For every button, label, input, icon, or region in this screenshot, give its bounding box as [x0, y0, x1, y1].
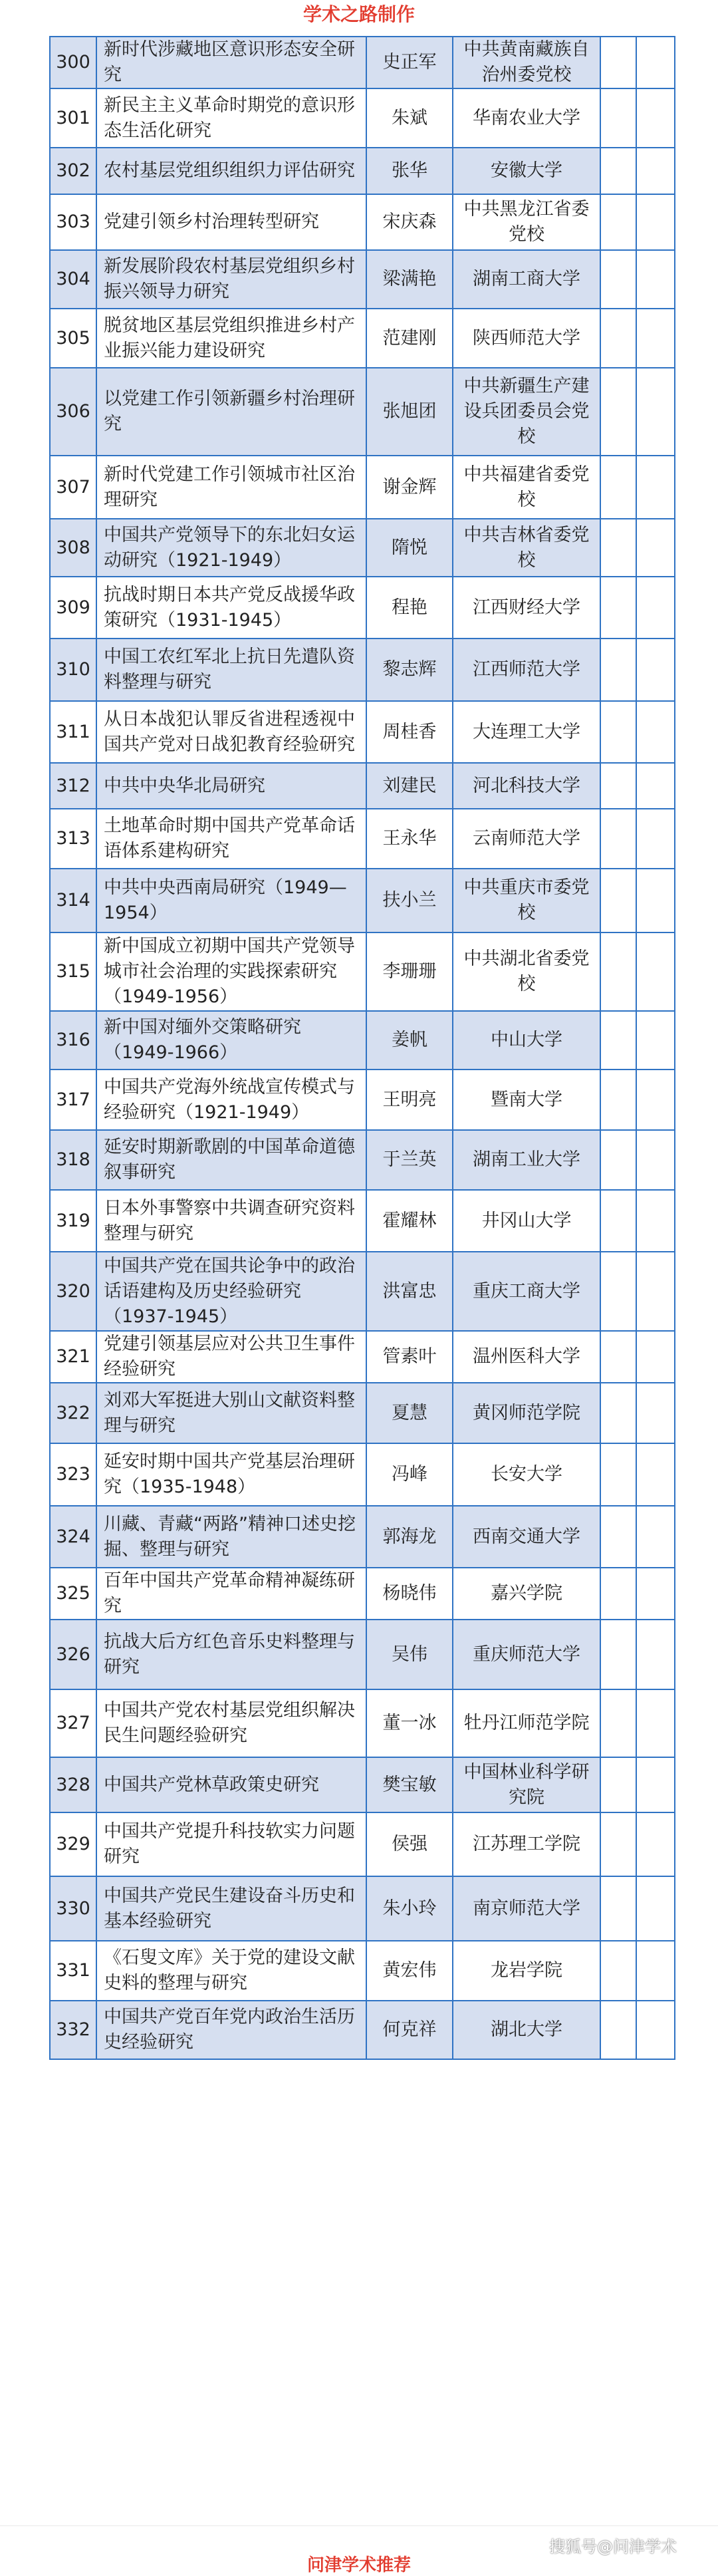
project-number: 327 [50, 1689, 96, 1757]
principal-investigator: 王明亮 [366, 1070, 453, 1130]
empty-cell [600, 1383, 636, 1443]
principal-investigator: 刘建民 [366, 763, 453, 809]
project-title: 中国共产党海外统战宣传模式与经验研究（1921-1949） [96, 1070, 366, 1130]
institution: 中共新疆生产建设兵团委员会党校 [453, 368, 600, 456]
empty-cell [600, 577, 636, 639]
empty-cell [600, 2001, 636, 2059]
project-number: 330 [50, 1876, 96, 1941]
project-number: 305 [50, 309, 96, 368]
empty-cell [636, 1331, 675, 1383]
table-row [50, 250, 675, 309]
project-title: 新发展阶段农村基层党组织乡村振兴领导力研究 [96, 250, 366, 309]
table-row [50, 2001, 675, 2059]
project-number: 323 [50, 1443, 96, 1506]
project-title: 中共中央华北局研究 [96, 763, 366, 809]
institution: 嘉兴学院 [453, 1568, 600, 1620]
empty-cell [600, 1070, 636, 1130]
institution: 湖南工商大学 [453, 250, 600, 309]
principal-investigator: 王永华 [366, 809, 453, 869]
table-row [50, 1757, 675, 1812]
project-number: 313 [50, 809, 96, 869]
table-row [50, 1506, 675, 1568]
principal-investigator: 李珊珊 [366, 932, 453, 1011]
table-row [50, 37, 675, 88]
table-row [50, 1383, 675, 1443]
empty-cell [636, 1620, 675, 1689]
project-title: 延安时期中国共产党基层治理研究（1935-1948） [96, 1443, 366, 1506]
empty-cell [600, 1252, 636, 1331]
principal-investigator: 郭海龙 [366, 1506, 453, 1568]
empty-cell [600, 1130, 636, 1190]
project-number: 326 [50, 1620, 96, 1689]
institution: 暨南大学 [453, 1070, 600, 1130]
empty-cell [600, 1568, 636, 1620]
empty-cell [600, 1331, 636, 1383]
institution: 中共吉林省委党校 [453, 519, 600, 577]
project-title: 刘邓大军挺进大别山文献资料整理与研究 [96, 1383, 366, 1443]
institution: 陕西师范大学 [453, 309, 600, 368]
principal-investigator: 樊宝敏 [366, 1757, 453, 1812]
footer-divider [0, 2525, 718, 2526]
principal-investigator: 董一冰 [366, 1689, 453, 1757]
empty-cell [600, 1011, 636, 1070]
project-number: 302 [50, 148, 96, 194]
project-number: 332 [50, 2001, 96, 2059]
principal-investigator: 周桂香 [366, 701, 453, 763]
project-title: 新时代党建工作引领城市社区治理研究 [96, 456, 366, 519]
table-row [50, 309, 675, 368]
institution: 长安大学 [453, 1443, 600, 1506]
principal-investigator: 冯峰 [366, 1443, 453, 1506]
project-title: 中国共产党民生建设奋斗历史和基本经验研究 [96, 1876, 366, 1941]
empty-cell [600, 1941, 636, 2001]
project-title: 土地革命时期中国共产党革命话语体系建构研究 [96, 809, 366, 869]
principal-investigator: 扶小兰 [366, 869, 453, 932]
empty-cell [636, 1568, 675, 1620]
institution: 牡丹江师范学院 [453, 1689, 600, 1757]
institution: 中国林业科学研究院 [453, 1757, 600, 1812]
table-row [50, 701, 675, 763]
empty-cell [600, 869, 636, 932]
table-row [50, 368, 675, 456]
empty-cell [636, 701, 675, 763]
project-title: 百年中国共产党革命精神凝练研究 [96, 1568, 366, 1620]
project-title: 中国共产党在国共论争中的政治话语建构及历史经验研究（1937-1945） [96, 1252, 366, 1331]
empty-cell [636, 456, 675, 519]
empty-cell [600, 1620, 636, 1689]
principal-investigator: 谢金辉 [366, 456, 453, 519]
project-number: 306 [50, 368, 96, 456]
institution: 中共福建省委党校 [453, 456, 600, 519]
project-number: 309 [50, 577, 96, 639]
principal-investigator: 于兰英 [366, 1130, 453, 1190]
project-number: 328 [50, 1757, 96, 1812]
principal-investigator: 杨晓伟 [366, 1568, 453, 1620]
project-title: 延安时期新歌剧的中国革命道德叙事研究 [96, 1130, 366, 1190]
project-number: 321 [50, 1331, 96, 1383]
institution: 中共重庆市委党校 [453, 869, 600, 932]
project-number: 331 [50, 1941, 96, 2001]
project-title: 抗战大后方红色音乐史料整理与研究 [96, 1620, 366, 1689]
empty-cell [600, 309, 636, 368]
institution: 西南交通大学 [453, 1506, 600, 1568]
principal-investigator: 霍耀林 [366, 1190, 453, 1252]
institution: 江苏理工学院 [453, 1812, 600, 1876]
empty-cell [600, 1443, 636, 1506]
table-row [50, 1443, 675, 1506]
empty-cell [636, 1812, 675, 1876]
institution: 中山大学 [453, 1011, 600, 1070]
empty-cell [636, 869, 675, 932]
empty-cell [600, 1812, 636, 1876]
table-row [50, 1130, 675, 1190]
project-number: 324 [50, 1506, 96, 1568]
project-title: 中国共产党百年党内政治生活历史经验研究 [96, 2001, 366, 2059]
principal-investigator: 隋悦 [366, 519, 453, 577]
institution: 江西师范大学 [453, 639, 600, 701]
principal-investigator: 黄宏伟 [366, 1941, 453, 2001]
institution: 井冈山大学 [453, 1190, 600, 1252]
empty-cell [600, 701, 636, 763]
table-row [50, 519, 675, 577]
table-row [50, 809, 675, 869]
empty-cell [600, 809, 636, 869]
table-row [50, 1620, 675, 1689]
project-title: 中国共产党领导下的东北妇女运动研究（1921-1949） [96, 519, 366, 577]
table-row [50, 869, 675, 932]
empty-cell [636, 763, 675, 809]
project-number: 317 [50, 1070, 96, 1130]
project-title: 新民主主义革命时期党的意识形态生活化研究 [96, 88, 366, 148]
project-number: 300 [50, 37, 96, 88]
institution: 中共黑龙江省委党校 [453, 194, 600, 250]
empty-cell [636, 932, 675, 1011]
empty-cell [600, 456, 636, 519]
principal-investigator: 侯强 [366, 1812, 453, 1876]
institution: 黄冈师范学院 [453, 1383, 600, 1443]
project-title: 以党建工作引领新疆乡村治理研究 [96, 368, 366, 456]
table-row [50, 1812, 675, 1876]
table-row [50, 1070, 675, 1130]
empty-cell [636, 1011, 675, 1070]
project-title: 新中国对缅外交策略研究（1949-1966） [96, 1011, 366, 1070]
table-row [50, 194, 675, 250]
institution: 湖北大学 [453, 2001, 600, 2059]
institution: 温州医科大学 [453, 1331, 600, 1383]
project-number: 312 [50, 763, 96, 809]
principal-investigator: 范建刚 [366, 309, 453, 368]
empty-cell [600, 1689, 636, 1757]
table-row [50, 1876, 675, 1941]
project-number: 308 [50, 519, 96, 577]
table-row [50, 639, 675, 701]
table-row [50, 1689, 675, 1757]
empty-cell [636, 519, 675, 577]
project-number: 322 [50, 1383, 96, 1443]
project-title: 从日本战犯认罪反省进程透视中国共产党对日战犯教育经验研究 [96, 701, 366, 763]
project-title: 《石叟文库》关于党的建设文献史料的整理与研究 [96, 1941, 366, 2001]
project-title: 中国工农红军北上抗日先遣队资料整理与研究 [96, 639, 366, 701]
empty-cell [636, 1190, 675, 1252]
principal-investigator: 史正军 [366, 37, 453, 88]
project-title: 中国共产党提升科技软实力问题研究 [96, 1812, 366, 1876]
empty-cell [600, 148, 636, 194]
table-row [50, 88, 675, 148]
empty-cell [600, 1876, 636, 1941]
empty-cell [600, 368, 636, 456]
empty-cell [636, 148, 675, 194]
institution: 龙岩学院 [453, 1941, 600, 2001]
institution: 安徽大学 [453, 148, 600, 194]
table-row [50, 763, 675, 809]
principal-investigator: 梁满艳 [366, 250, 453, 309]
project-number: 315 [50, 932, 96, 1011]
institution: 重庆工商大学 [453, 1252, 600, 1331]
empty-cell [636, 639, 675, 701]
principal-investigator: 朱斌 [366, 88, 453, 148]
empty-cell [636, 1876, 675, 1941]
principal-investigator: 程艳 [366, 577, 453, 639]
watermark: 搜狐号@问津学术 [549, 2537, 677, 2556]
empty-cell [636, 309, 675, 368]
project-number: 325 [50, 1568, 96, 1620]
principal-investigator: 夏慧 [366, 1383, 453, 1443]
table-row [50, 1011, 675, 1070]
project-number: 319 [50, 1190, 96, 1252]
empty-cell [636, 809, 675, 869]
table-row [50, 577, 675, 639]
empty-cell [600, 763, 636, 809]
project-title: 脱贫地区基层党组织推进乡村产业振兴能力建设研究 [96, 309, 366, 368]
project-number: 314 [50, 869, 96, 932]
principal-investigator: 朱小玲 [366, 1876, 453, 1941]
principal-investigator: 姜帆 [366, 1011, 453, 1070]
principal-investigator: 黎志辉 [366, 639, 453, 701]
empty-cell [600, 1190, 636, 1252]
institution: 大连理工大学 [453, 701, 600, 763]
empty-cell [600, 88, 636, 148]
empty-cell [636, 88, 675, 148]
empty-cell [600, 37, 636, 88]
institution: 重庆师范大学 [453, 1620, 600, 1689]
table-row [50, 932, 675, 1011]
empty-cell [636, 2001, 675, 2059]
project-title: 新时代涉藏地区意识形态安全研究 [96, 37, 366, 88]
table-row [50, 456, 675, 519]
project-title: 中国共产党林草政策史研究 [96, 1757, 366, 1812]
project-title: 中国共产党农村基层党组织解决民生问题经验研究 [96, 1689, 366, 1757]
project-number: 304 [50, 250, 96, 309]
empty-cell [600, 1506, 636, 1568]
table-row [50, 1252, 675, 1331]
empty-cell [636, 1443, 675, 1506]
empty-cell [636, 577, 675, 639]
project-number: 311 [50, 701, 96, 763]
principal-investigator: 洪富忠 [366, 1252, 453, 1331]
principal-investigator: 何克祥 [366, 2001, 453, 2059]
project-title: 川藏、青藏“两路”精神口述史挖掘、整理与研究 [96, 1506, 366, 1568]
table-row [50, 1331, 675, 1383]
empty-cell [600, 250, 636, 309]
empty-cell [600, 194, 636, 250]
institution: 江西财经大学 [453, 577, 600, 639]
principal-investigator: 张华 [366, 148, 453, 194]
empty-cell [600, 639, 636, 701]
project-number: 307 [50, 456, 96, 519]
empty-cell [636, 1506, 675, 1568]
institution: 华南农业大学 [453, 88, 600, 148]
empty-cell [636, 1130, 675, 1190]
project-title: 抗战时期日本共产党反战援华政策研究（1931-1945） [96, 577, 366, 639]
empty-cell [636, 1689, 675, 1757]
institution: 中共黄南藏族自治州委党校 [453, 37, 600, 88]
project-number: 310 [50, 639, 96, 701]
principal-investigator: 宋庆森 [366, 194, 453, 250]
empty-cell [600, 932, 636, 1011]
project-number: 316 [50, 1011, 96, 1070]
institution: 河北科技大学 [453, 763, 600, 809]
table-row [50, 148, 675, 194]
principal-investigator: 张旭团 [366, 368, 453, 456]
project-title: 党建引领乡村治理转型研究 [96, 194, 366, 250]
empty-cell [600, 519, 636, 577]
principal-investigator: 管素叶 [366, 1331, 453, 1383]
project-number: 320 [50, 1252, 96, 1331]
empty-cell [636, 368, 675, 456]
empty-cell [636, 1757, 675, 1812]
institution: 南京师范大学 [453, 1876, 600, 1941]
project-title: 日本外事警察中共调查研究资料整理与研究 [96, 1190, 366, 1252]
page-title: 学术之路制作 [302, 3, 415, 25]
project-title: 新中国成立初期中国共产党领导城市社会治理的实践探索研究（1949-1956） [96, 932, 366, 1011]
empty-cell [600, 1757, 636, 1812]
project-title: 党建引领基层应对公共卫生事件经验研究 [96, 1331, 366, 1383]
empty-cell [636, 194, 675, 250]
principal-investigator: 吴伟 [366, 1620, 453, 1689]
project-table [49, 36, 675, 2060]
project-number: 318 [50, 1130, 96, 1190]
empty-cell [636, 250, 675, 309]
table-row [50, 1568, 675, 1620]
institution: 湖南工业大学 [453, 1130, 600, 1190]
project-number: 303 [50, 194, 96, 250]
institution: 云南师范大学 [453, 809, 600, 869]
empty-cell [636, 1070, 675, 1130]
footer-title: 问津学术推荐 [306, 2555, 411, 2575]
project-number: 329 [50, 1812, 96, 1876]
empty-cell [636, 1383, 675, 1443]
project-title: 农村基层党组织组织力评估研究 [96, 148, 366, 194]
empty-cell [636, 37, 675, 88]
table-row [50, 1190, 675, 1252]
project-number: 301 [50, 88, 96, 148]
empty-cell [636, 1252, 675, 1331]
project-title: 中共中央西南局研究（1949—1954） [96, 869, 366, 932]
empty-cell [636, 1941, 675, 2001]
institution: 中共湖北省委党校 [453, 932, 600, 1011]
table-row [50, 1941, 675, 2001]
